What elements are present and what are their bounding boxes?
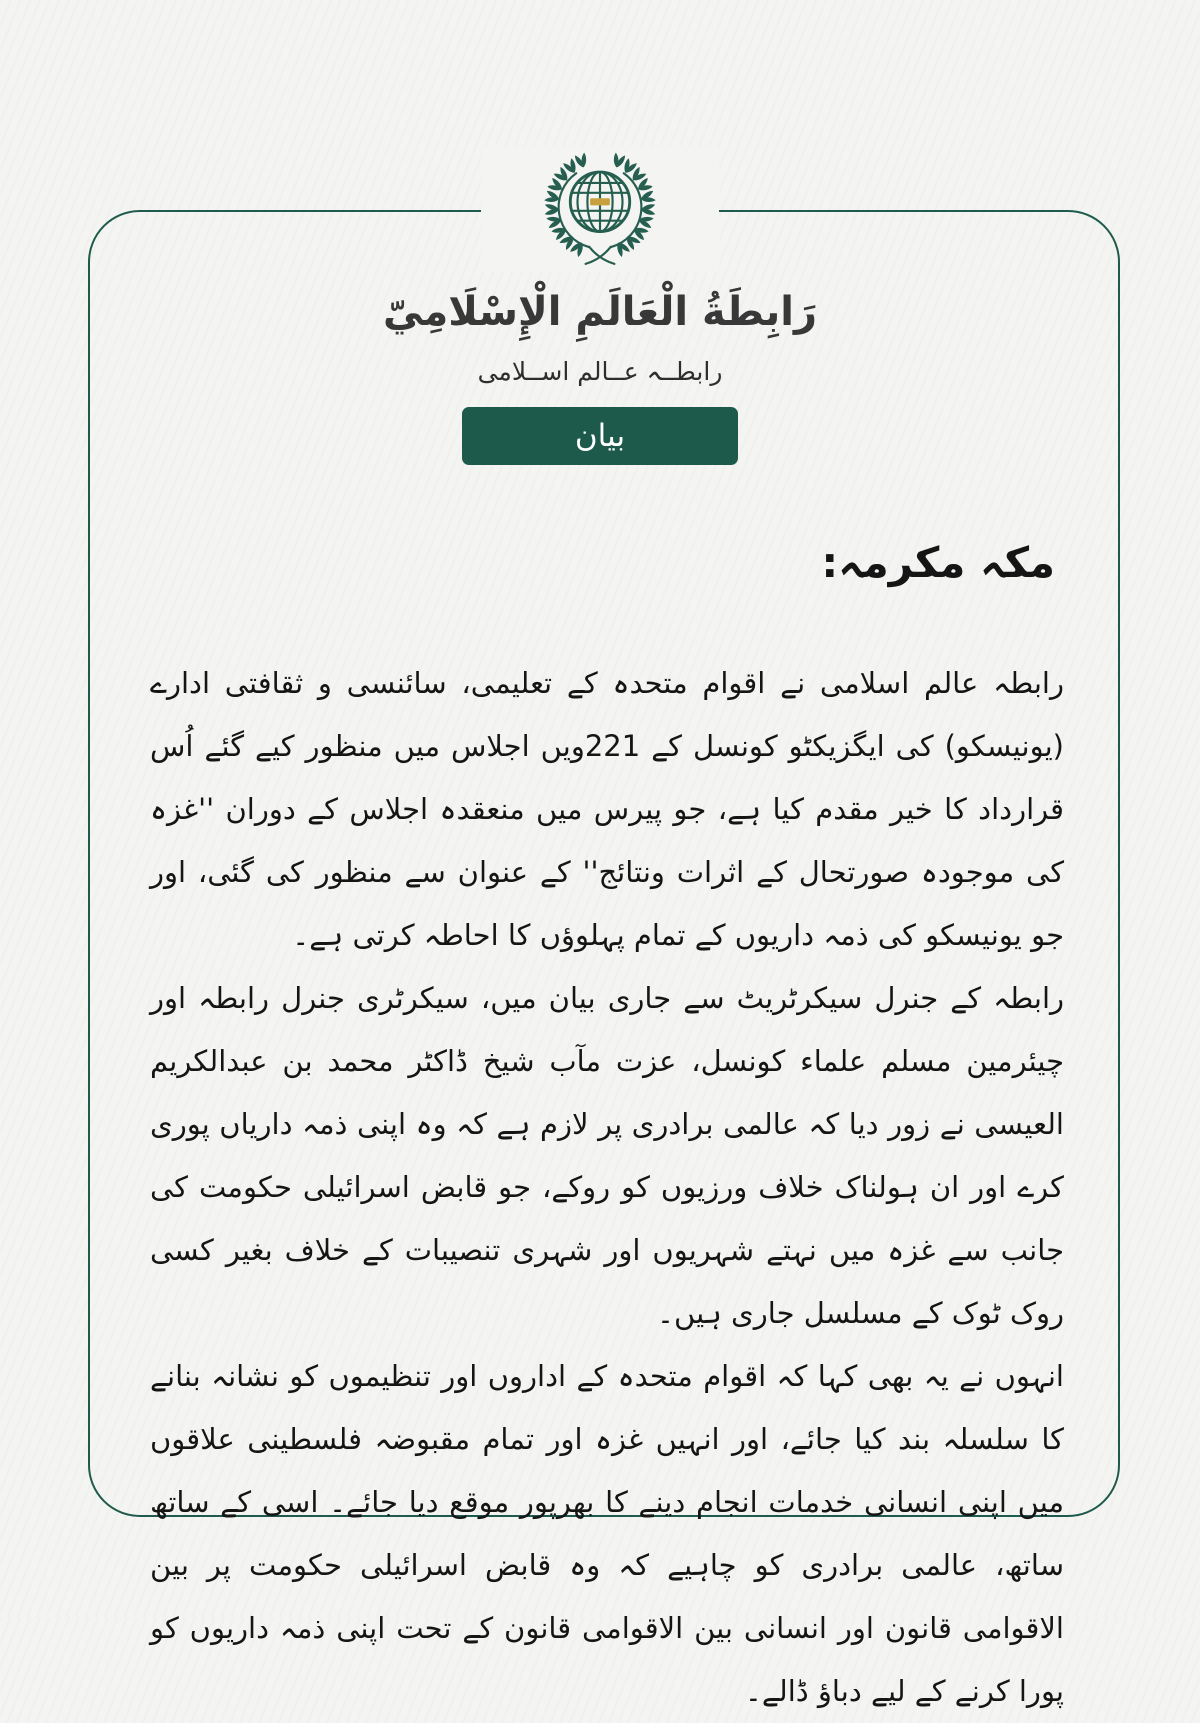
dateline: مکہ مکرمہ: — [821, 538, 1055, 587]
org-name-arabic-calligraphy: رَابِطَةُ الْعَالَمِ الْإِسْلَامِيّ — [383, 289, 817, 335]
banner-label: بیان — [574, 417, 626, 454]
statement-text — [150, 652, 1064, 1723]
statement-banner — [462, 407, 738, 465]
statement-paragraph-1: رابطہ عالم اسلامی نے اقوام متحدہ کے تعلیمی، سائنسی و ثقافتی ادارے (یونیسکو) کی ایگزیکٹو کونسل کے 221ویں اجلاس میں منظور کیے گئے اُس قرارداد کا خیر مقدم کیا ہے، جو پیرس میں منعقدہ اجلاس کے دوران ''غزہ کی موجودہ صورتحال کے اثرات ونتائج'' کے عنوان سے منظور کی گئی، اور جو یونیسکو کی ذمہ داریوں کے تمام پہلوؤں کا احاطہ کرتی ہے۔ — [150, 666, 1064, 952]
statement-paragraph-2: رابطہ کے جنرل سیکرٹریٹ سے جاری بیان میں، سیکرٹری جنرل رابطہ اور چیئرمین مسلم علماء کونسل، عزت مآب شیخ ڈاکٹر محمد بن عبدالکریم العیسی نے زور دیا کہ عالمی برادری پر لازم ہے کہ وہ اپنی ذمہ داریاں پوری کرے اور ان ہولناک خلاف ورزیوں کو روکے، جو قابض اسرائیلی حکومت کی جانب سے غزہ میں نہتے شہریوں اور شہری تنصیبات کے خلاف بغیر کسی روک ٹوک کے مسلسل جاری ہیں۔ — [150, 981, 1064, 1330]
globe-wreath-icon — [537, 146, 663, 272]
statement-paragraph-3: انہوں نے یہ بھی کہا کہ اقوام متحدہ کے اداروں اور تنظیموں کو نشانہ بنانے کا سلسلہ بند کیا جائے، اور انہیں غزہ اور تمام مقبوضہ فلسطینی علاقوں میں اپنی انسانی خدمات انجام دینے کا بھرپور موقع دیا جائے۔ اسی کے ساتھ ساتھ، عالمی برادری کو چاہیے کہ وہ قابض اسرائیلی حکومت پر بین الاقوامی قانون اور انسانی بین الاقوامی قانون کے تحت اپنی ذمہ داریوں کو پورا کرنے کے لیے دباؤ ڈالے۔ — [150, 1359, 1064, 1708]
org-name-urdu: رابطــہ عــالم اســلامی — [477, 357, 723, 386]
mwl-emblem — [481, 146, 719, 272]
